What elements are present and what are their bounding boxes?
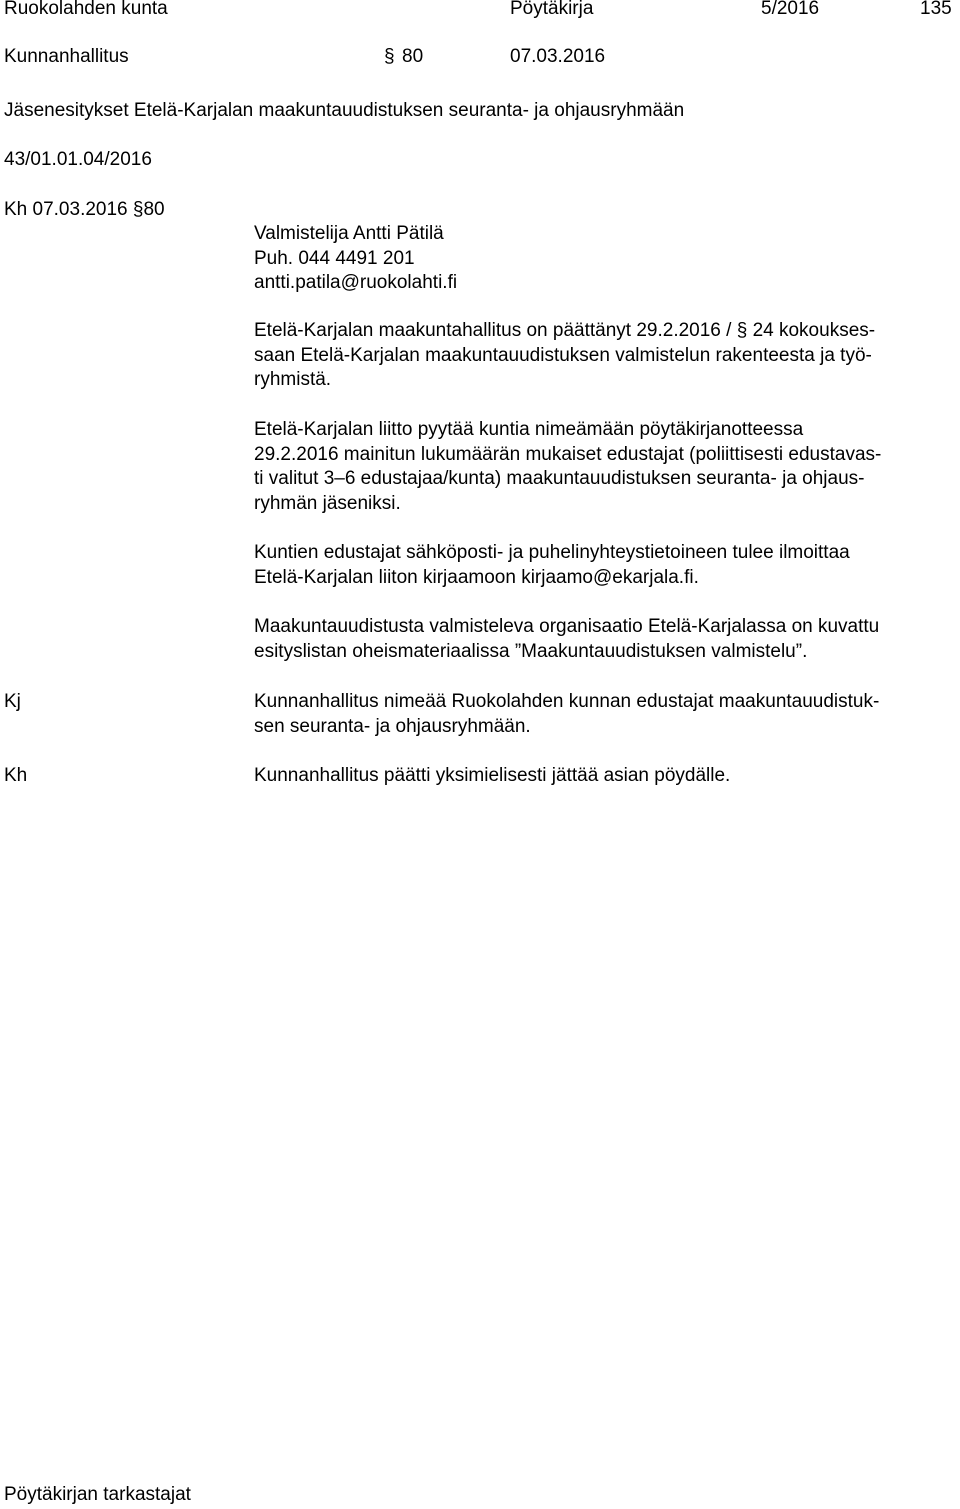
record-id: 43/01.01.04/2016 — [4, 149, 152, 170]
paragraph-1-line-2: saan Etelä-Karjalan maakuntauudistuksen valmistelun rakenteesta ja työ- — [254, 344, 872, 366]
paragraph-3 — [254, 541, 954, 590]
preparer-name: Valmistelija Antti Pätilä — [254, 223, 444, 244]
meeting-ref-section: 80 — [143, 199, 165, 220]
header-doc-type: Pöytäkirja — [510, 0, 594, 19]
proposal-line-2: sen seuranta- ja ohjausryhmään. — [254, 715, 531, 737]
paragraph-4 — [254, 615, 954, 664]
header-date: 07.03.2016 — [510, 46, 606, 67]
section-sign-icon: § — [132, 199, 144, 220]
paragraph-4-line-1: Maakuntauudistusta valmisteleva organisaatio Etelä-Karjalassa on kuvattu — [254, 616, 880, 637]
proposal-text — [254, 690, 954, 739]
decision-label: Kh — [4, 765, 28, 786]
preparer-block — [254, 222, 954, 296]
paragraph-2-line-4: ryhmän jäseniksi. — [254, 492, 401, 514]
preparer-phone: Puh. 044 4491 201 — [254, 247, 415, 269]
paragraph-1-line-3: ryhmistä. — [254, 369, 332, 391]
header-body: Kunnanhallitus — [4, 46, 129, 67]
proposal-label: Kj — [4, 691, 21, 712]
paragraph-1-line-1-prefix: Etelä-Karjalan maakuntahallitus on päättänyt 29.2.2016 / — [254, 320, 732, 341]
paragraph-2-line-2: 29.2.2016 mainitun lukumäärän mukaiset edustajat (poliittisesti edustavas- — [254, 443, 882, 465]
paragraph-4-line-2: esityslistan oheismateriaalissa ”Maakuntauudistuksen valmistelu”. — [254, 640, 808, 662]
paragraph-3-line-2: Etelä-Karjalan liiton kirjaamoon kirjaamo@ekarjala.fi. — [254, 566, 699, 588]
item-title: Jäsenesitykset Etelä-Karjalan maakuntauudistuksen seuranta- ja ohjausryhmään — [4, 100, 685, 121]
preparer-email: antti.patila@ruokolahti.fi — [254, 272, 458, 294]
header-municipality: Ruokolahden kunta — [4, 0, 168, 19]
paragraph-1-line-1 — [254, 319, 954, 344]
paragraph-1-line-1-suffix: 24 kokoukses- — [752, 320, 876, 341]
header-page-number: 135 — [920, 0, 952, 19]
decision-text — [254, 764, 954, 789]
paragraph-2 — [254, 418, 954, 516]
decision-line: Kunnanhallitus päätti yksimielisesti jättää asian pöydälle. — [254, 765, 731, 786]
section-sign-icon: § — [384, 46, 395, 67]
meeting-reference — [4, 198, 165, 222]
proposal-line-1: Kunnanhallitus nimeää Ruokolahden kunnan edustajat maakuntauudistuk- — [254, 691, 880, 712]
paragraph-2-line-1: Etelä-Karjalan liitto pyytää kuntia nimeämään pöytäkirjanotteessa — [254, 419, 804, 440]
meeting-ref-prefix: Kh 07.03.2016 — [4, 199, 128, 220]
header-section: 80 — [402, 46, 424, 67]
paragraph-3-line-1: Kuntien edustajat sähköposti- ja puhelinyhteystietoineen tulee ilmoittaa — [254, 542, 850, 563]
paragraph-2-line-3: ti valitut 3–6 edustajaa/kunta) maakuntauudistuksen seuranta- ja ohjaus- — [254, 468, 865, 490]
paragraph-1 — [254, 319, 954, 393]
section-sign-icon: § — [736, 320, 748, 341]
footer-label: Pöytäkirjan tarkastajat — [4, 1484, 191, 1505]
header-issue: 5/2016 — [761, 0, 820, 19]
